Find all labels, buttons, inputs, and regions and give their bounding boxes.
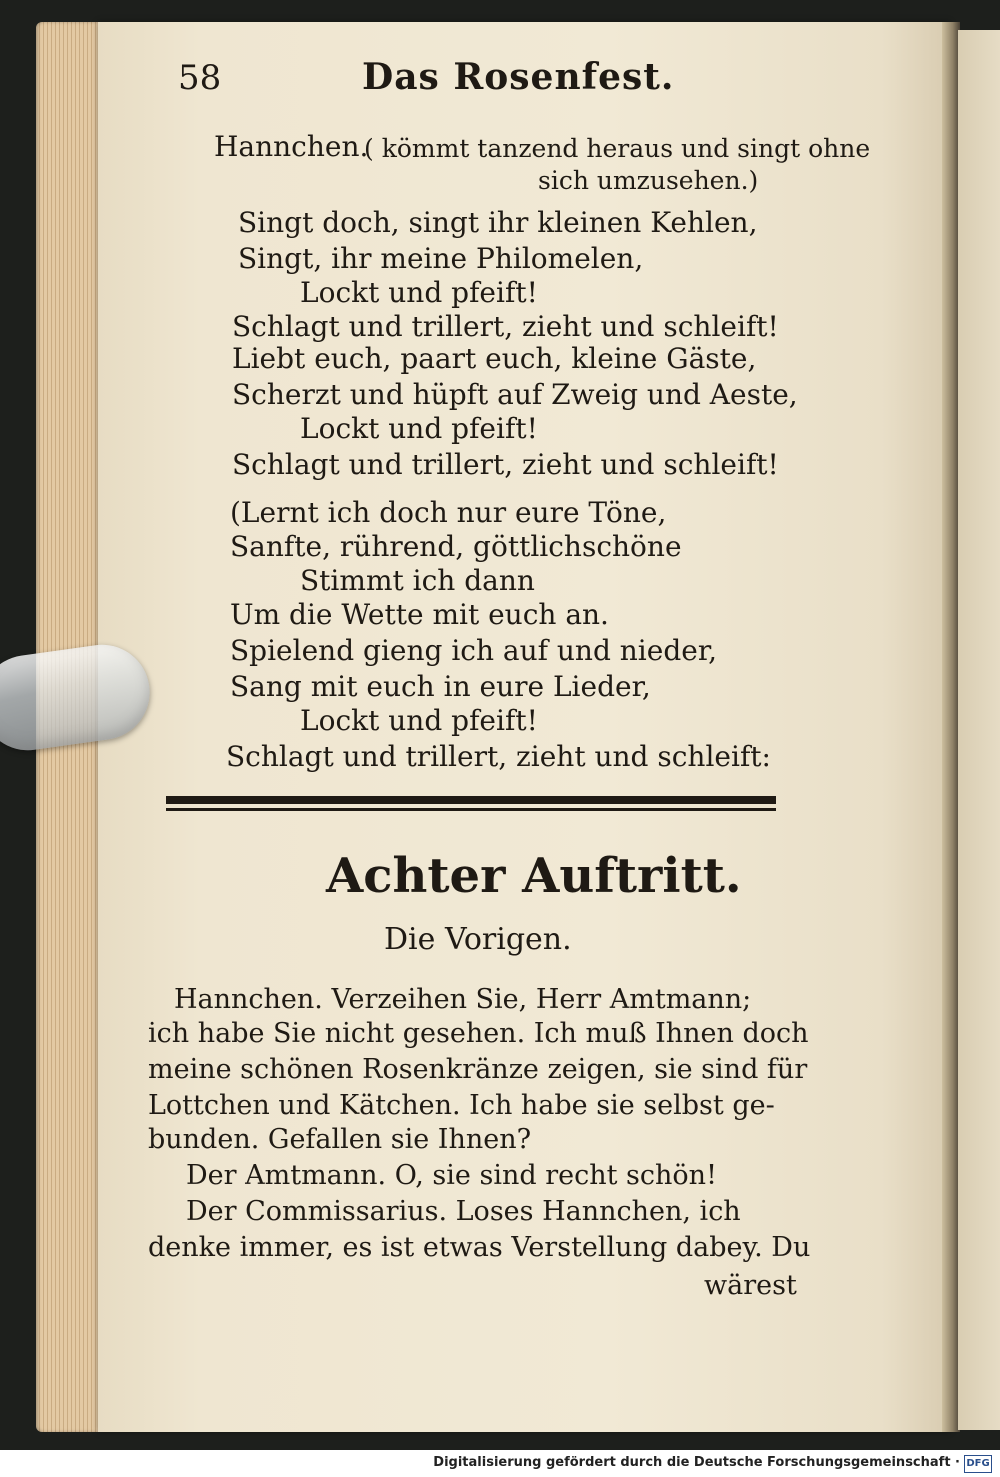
verse-line: Singt doch, singt ihr kleinen Kehlen, (238, 206, 758, 239)
verse-line: Scherzt und hüpft auf Zweig und Aeste, (232, 378, 798, 411)
stage-direction: ( kömmt tanzend heraus und singt ohne (364, 134, 871, 163)
verse-line: Lockt und pfeift! (300, 276, 538, 309)
facing-page-edge (958, 30, 1000, 1430)
verse-line: Schlagt und trillert, zieht und schleift! (232, 310, 779, 343)
footer-credit: Digitalisierung gefördert durch die Deutsche Forschungsgemeinschaft · (433, 1455, 960, 1470)
running-title: Das Rosenfest. (362, 56, 675, 98)
verse-line: Sang mit euch in eure Lieder, (230, 670, 651, 703)
stage-direction-cont: sich umzusehen.) (538, 166, 759, 195)
verse-line: Spielend gieng ich auf und nieder, (230, 634, 718, 667)
verse-line: Um die Wette mit euch an. (230, 598, 609, 631)
verse-line: Schlagt und trillert, zieht und schleift! (232, 448, 779, 481)
verse-line: (Lernt ich doch nur eure Töne, (230, 496, 667, 529)
page-number: 58 (178, 58, 222, 98)
prose-line: Lottchen und Kätchen. Ich habe sie selbst ge- (148, 1090, 775, 1121)
scene-heading: Achter Auftritt. (326, 848, 742, 904)
prose-line: bunden. Gefallen sie Ihnen? (148, 1124, 532, 1155)
verse-line: Schlagt und trillert, zieht und schleift: (226, 740, 771, 773)
prose-line: Der Amtmann. O, sie sind recht schön! (186, 1160, 717, 1191)
verse-line: Singt, ihr meine Philomelen, (238, 242, 644, 275)
verse-line: Stimmt ich dann (300, 564, 535, 597)
prose-line: Hannchen. Verzeihen Sie, Herr Amtmann; (174, 984, 752, 1015)
speaker-name: Hannchen. (214, 130, 369, 163)
prose-line: ich habe Sie nicht gesehen. Ich muß Ihnen doch (148, 1018, 809, 1049)
dfg-logo: DFG (964, 1455, 992, 1473)
prose-line: Der Commissarius. Loses Hannchen, ich (186, 1196, 741, 1227)
prose-line: meine schönen Rosenkränze zeigen, sie sind für (148, 1054, 808, 1085)
prose-line: denke immer, es ist etwas Verstellung dabey. Du (148, 1232, 811, 1263)
catchword: wärest (704, 1270, 797, 1301)
scene-persons: Die Vorigen. (384, 922, 572, 957)
section-rule (166, 796, 776, 814)
verse-line: Sanfte, rührend, göttlichschöne (230, 530, 682, 563)
verse-line: Lockt und pfeift! (300, 704, 538, 737)
verse-line: Lockt und pfeift! (300, 412, 538, 445)
verse-line: Liebt euch, paart euch, kleine Gäste, (232, 342, 757, 375)
